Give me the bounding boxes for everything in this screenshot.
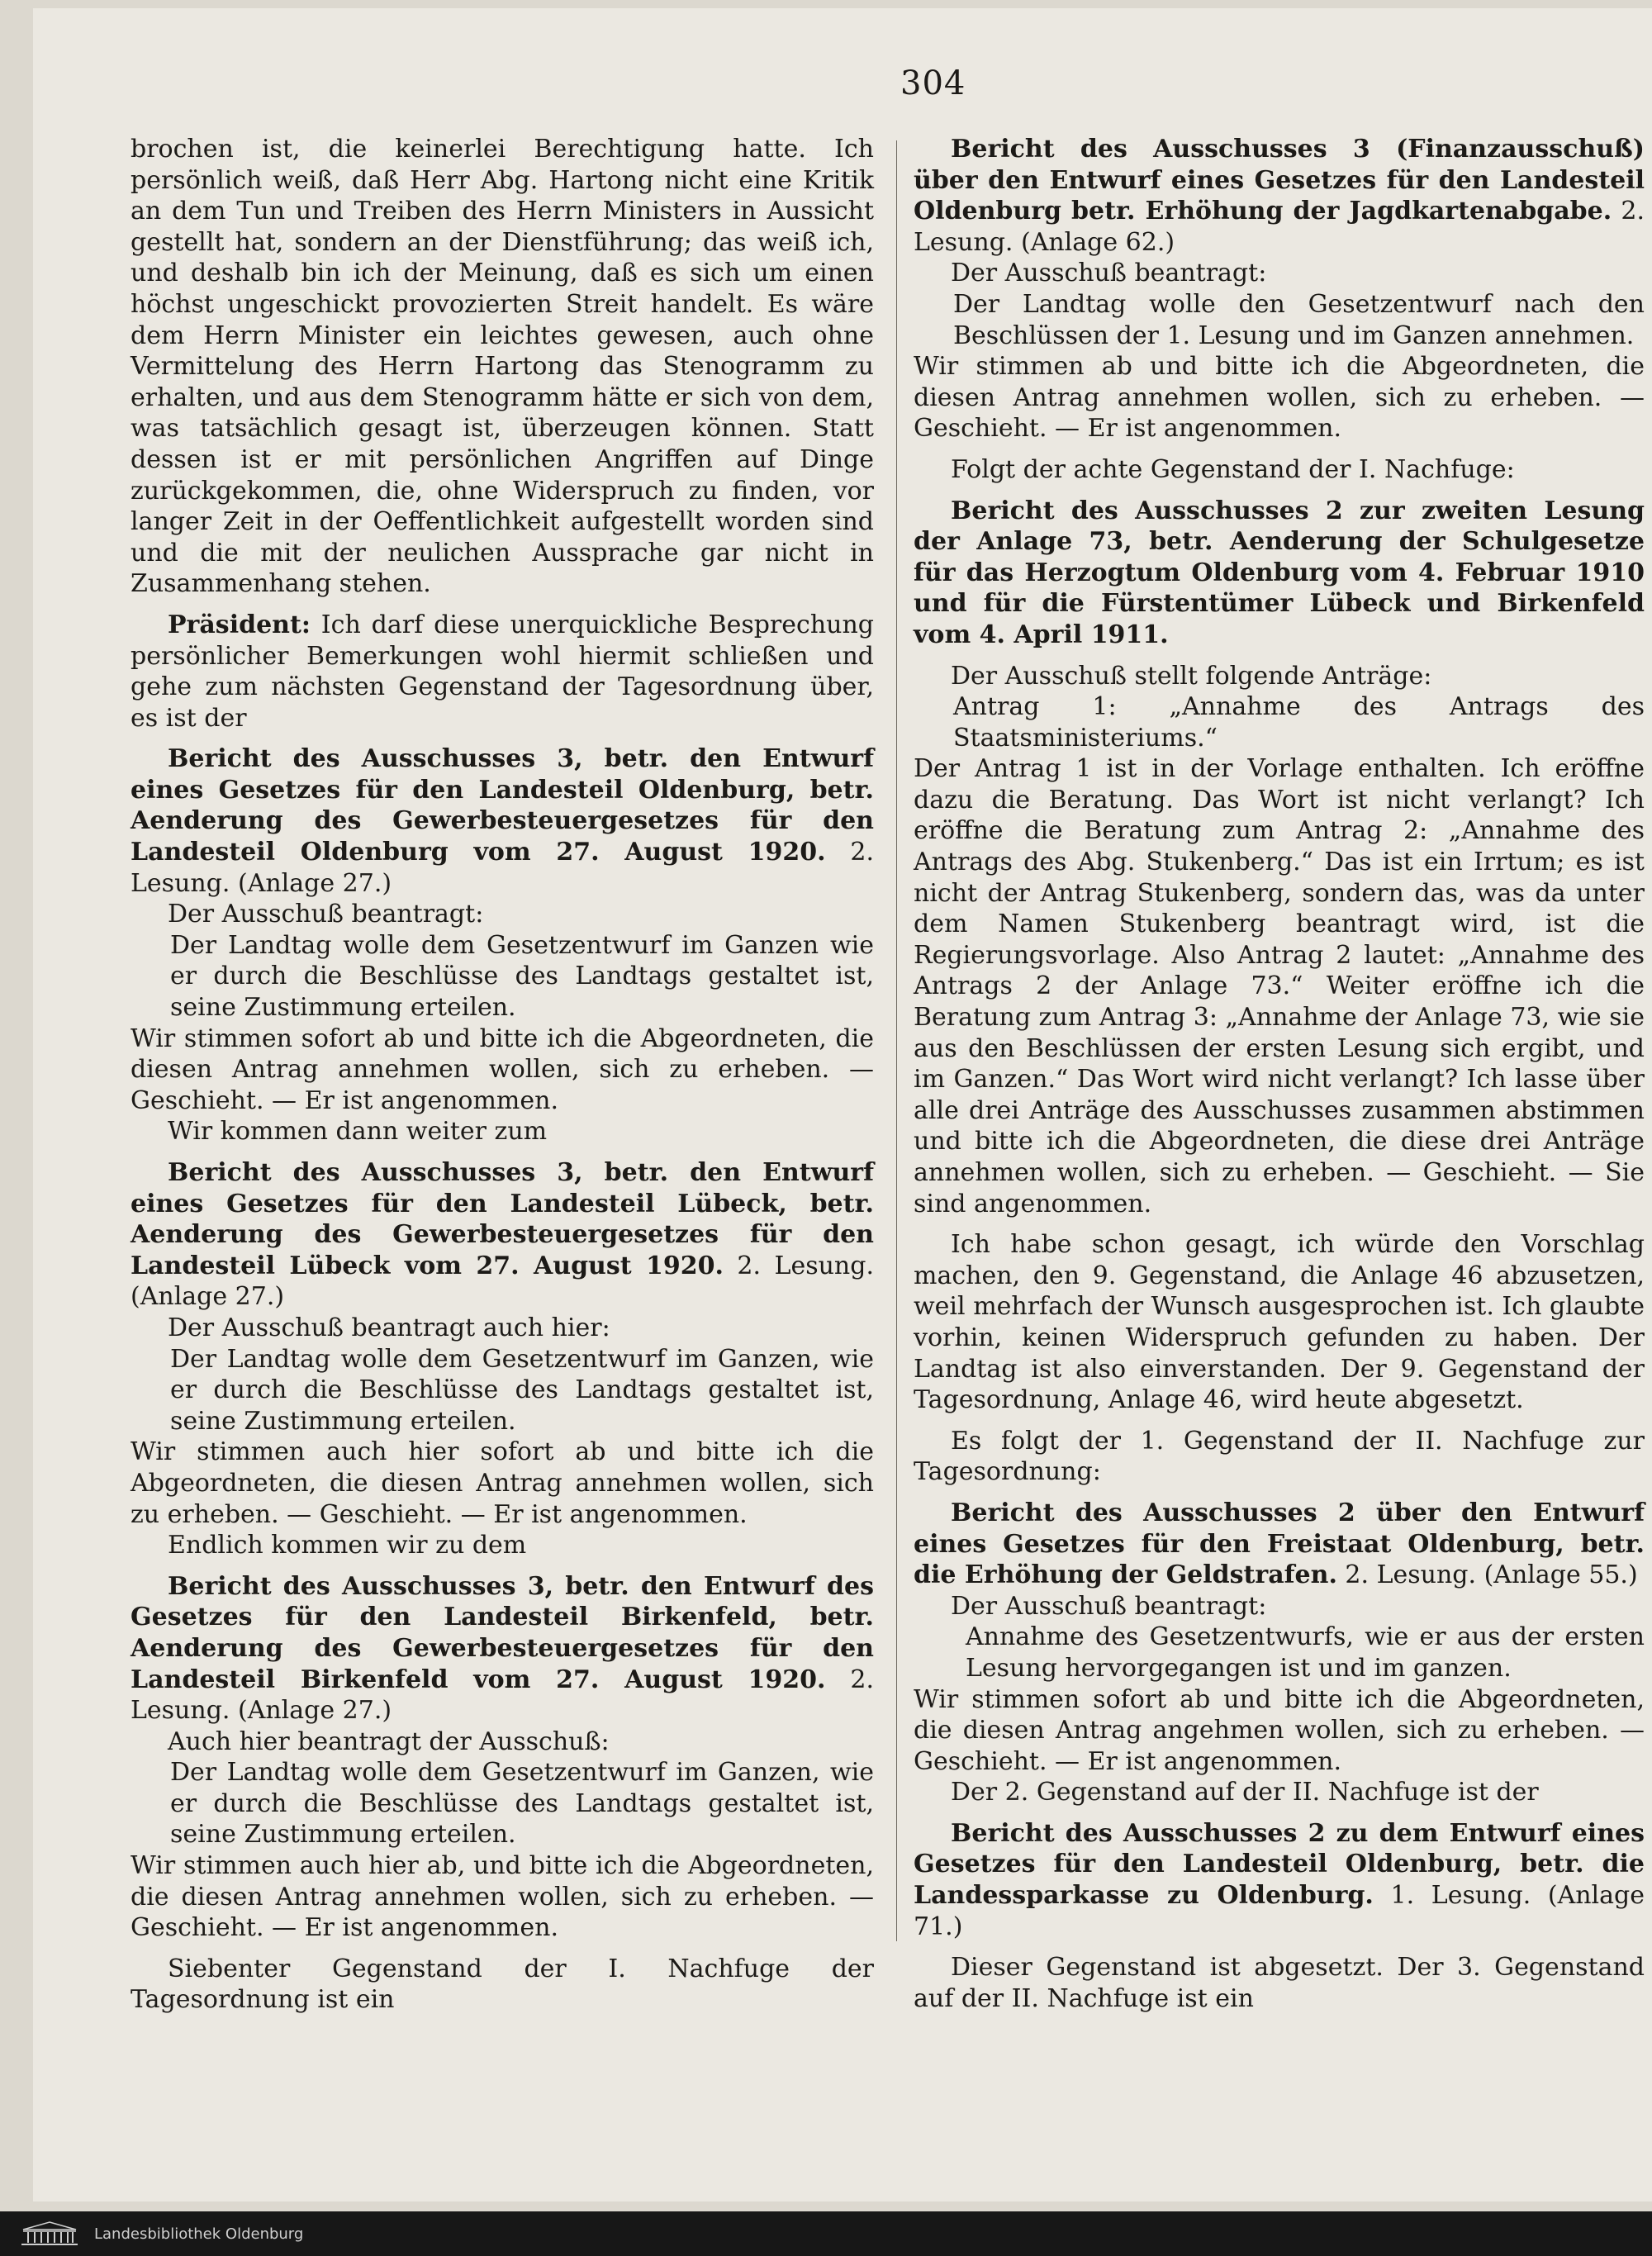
agenda-reading: 1. Lesung. (Anlage 71.) [914, 1881, 1645, 1941]
paragraph: Wir stimmen sofort ab und bitte ich die Abgeordneten, die diesen Antrag annehmen wollen, sich zu erheben. — Geschieht. — Er ist angenommen. [131, 1024, 874, 1115]
paragraph: Siebenter Gegenstand der I. Nachfuge der Tagesordnung ist ein [131, 1954, 874, 2015]
agenda-title: Bericht des Ausschusses 2 zu dem Entwurf eines Gesetzes für den Landesteil Oldenburg, betr. die Landessparkasse zu Oldenburg. [914, 1818, 1645, 1911]
motion-text: Der Landtag wolle dem Gesetzentwurf im Ganzen, wie er durch die Beschlüsse des Landtags gestaltet ist, seine Zustimmung erteilen. [170, 1344, 874, 1436]
page-number: 304 [900, 64, 966, 102]
paragraph: Der Ausschuß beantragt auch hier: [168, 1313, 610, 1342]
left-column [131, 134, 874, 2016]
paragraph: Es folgt der 1. Gegenstand der II. Nachfuge zur Tagesordnung: [914, 1426, 1645, 1487]
agenda-item [914, 1818, 1645, 1942]
paragraph: Der 2. Gegenstand auf der II. Nachfuge ist der [951, 1778, 1539, 1807]
paragraph: Auch hier beantragt der Ausschuß: [168, 1726, 610, 1756]
agenda-item [914, 1498, 1645, 1591]
right-column [914, 134, 1645, 2014]
agenda-title: Bericht des Ausschusses 3, betr. den Entwurf eines Gesetzes für den Landesteil Oldenburg, betr. Aenderung des Gewerbesteuergesetzes für den Landesteil Oldenburg vom 27. August 1920. [131, 744, 874, 867]
motion-text: Antrag 1: „Annahme des Antrags des Staatsministeriums.“ [953, 692, 1645, 753]
footer-bar [0, 2211, 1652, 2256]
document-page [33, 8, 1652, 2201]
agenda-item [914, 496, 1645, 651]
agenda-item [131, 1571, 874, 1726]
agenda-title: Bericht des Ausschusses 3, betr. den Entwurf eines Gesetzes für den Landesteil Lübeck, betr. Aenderung des Gewerbesteuergesetzes für den Landesteil Lübeck vom 27. August 1920. [131, 1158, 874, 1280]
paragraph [131, 610, 874, 734]
paragraph: Wir stimmen ab und bitte ich die Abgeordneten, die diesen Antrag annehmen wollen, sich zu erheben. — Geschieht. — Er ist angenommen. [914, 352, 1645, 444]
agenda-reading: 2. Lesung. (Anlage 62.) [914, 197, 1645, 257]
paragraph: brochen ist, die keinerlei Berechtigung hatte. Ich persönlich weiß, daß Herr Abg. Hartong nicht eine Kritik an dem Tun und Treiben des Herrn Ministers in Aussicht gestellt hat, sondern an der Dienstführung; das weiß ich, und deshalb bin ich der Meinung, daß es sich um einen höchst ungeschickt provozierten Streit handelt. Es wäre dem Herrn Minister ein leichtes gewesen, auch ohne Vermittelung des Herrn Hartong das Stenogramm zu erhalten, und aus dem Stenogramm hätte er sich von dem, was tatsächlich gesagt ist, überzeugen können. Statt dessen ist er mit persönlichen Angriffen auf Dinge zurückgekommen, die, ohne Widerspruch zu finden, vor langer Zeit in der Oeffentlichkeit aufgestellt worden sind und die mit der neulichen Aussprache gar nicht in Zusammenhang stehen. [131, 135, 874, 599]
agenda-item [914, 134, 1645, 258]
motion-text: Der Landtag wolle den Gesetzentwurf nach den Beschlüssen der 1. Lesung und im Ganzen annehmen. [953, 289, 1645, 350]
paragraph: Ich habe schon gesagt, ich würde den Vorschlag machen, den 9. Gegenstand, die Anlage 46 abzusetzen, weil mehrfach der Wunsch ausgesprochen ist. Ich glaubte vorhin, keinen Widerspruch gefunden zu haben. Der Landtag ist also einverstanden. Der 9. Gegenstand der Tagesordnung, Anlage 46, wird heute abgesetzt. [914, 1230, 1645, 1415]
paragraph: Der Ausschuß beantragt: [168, 900, 484, 929]
agenda-title: Bericht des Ausschusses 2 zur zweiten Lesung der Anlage 73, betr. Aenderung der Schulgesetze für das Herzogtum Oldenburg vom 4. Februar 1910 und für die Fürstentümer Lübeck und Birkenfeld vom 4. April 1911. [914, 496, 1645, 649]
agenda-title: Bericht des Ausschusses 2 über den Entwurf eines Gesetzes für den Freistaat Oldenburg, betr. die Erhöhung der Geldstrafen. [914, 1498, 1645, 1590]
paragraph: Der Antrag 1 ist in der Vorlage enthalten. Ich eröffne dazu die Beratung. Das Wort ist nicht verlangt? Ich eröffne die Beratung zum Antrag 2: „Annahme des Antrags des Abg. Stukenberg.“ Das ist ein Irrtum; es ist nicht der Antrag Stukenberg, sondern das, was da unter dem Namen Stukenberg beantragt wird, ist die Regierungsvorlage. Also Antrag 2 lautet: „Annahme des Antrags 2 der Anlage 73.“ Weiter eröffne ich die Beratung zum Antrag 3: „Annahme der Anlage 73, wie sie aus den Beschlüssen der ersten Lesung sich ergibt, und im Ganzen.“ Das Wort wird nicht verlangt? Ich lasse über alle drei Anträge des Ausschusses zusammen abstimmen und bitte ich die Abgeordneten, die diese drei Anträge annehmen wollen, sich zu erheben. — Geschieht. — Sie sind angenommen. [914, 754, 1645, 1218]
agenda-item [131, 1157, 874, 1313]
library-name: Landesbibliothek Oldenburg [94, 2225, 304, 2243]
paragraph: Endlich kommen wir zu dem [168, 1531, 527, 1560]
paragraph: Der Ausschuß beantragt: [951, 1591, 1267, 1621]
agenda-reading: 2. Lesung. (Anlage 27.) [131, 1665, 874, 1726]
library-building-icon [20, 2221, 79, 2246]
motion-text: Annahme des Gesetzentwurfs, wie er aus der ersten Lesung hervorgegangen ist und im ganzen. [966, 1622, 1645, 1683]
motion-text: Der Landtag wolle dem Gesetzentwurf im Ganzen, wie er durch die Beschlüsse des Landtags gestaltet ist, seine Zustimmung erteilen. [170, 1758, 874, 1850]
paragraph: Folgt der achte Gegenstand der I. Nachfuge: [951, 454, 1515, 484]
paragraph: Der Ausschuß beantragt: [951, 259, 1267, 288]
speaker-label: Präsident: [168, 610, 311, 639]
agenda-title: Bericht des Ausschusses 3 (Finanzausschuß) über den Entwurf eines Gesetzes für den Landesteil Oldenburg betr. Erhöhung der Jagdkartenabgabe. [914, 135, 1645, 226]
paragraph: Dieser Gegenstand ist abgesetzt. Der 3. Gegenstand auf der II. Nachfuge ist ein [914, 1953, 1645, 2013]
paragraph: Wir stimmen auch hier sofort ab und bitte ich die Abgeordneten, die diesen Antrag annehmen wollen, sich zu erheben. — Geschieht. — Er ist angenommen. [131, 1437, 874, 1529]
agenda-reading: 2. Lesung. (Anlage 27.) [131, 838, 874, 898]
paragraph: Wir stimmen auch hier ab, und bitte ich die Abgeordneten, die diesen Antrag annehmen wollen, sich zu erheben. — Geschieht. — Er ist angenommen. [131, 1851, 874, 1943]
motion-text: Der Landtag wolle dem Gesetzentwurf im Ganzen wie er durch die Beschlüsse des Landtags gestaltet ist, seine Zustimmung erteilen. [170, 930, 874, 1023]
agenda-title: Bericht des Ausschusses 3, betr. den Entwurf des Gesetzes für den Landesteil Birkenfeld, betr. Aenderung des Gewerbesteuergesetzes für den Landesteil Birkenfeld vom 27. August 1920. [131, 1571, 874, 1694]
paragraph: Der Ausschuß stellt folgende Anträge: [951, 661, 1432, 691]
agenda-reading: 2. Lesung. (Anlage 55.) [1336, 1560, 1638, 1590]
paragraph: Wir stimmen sofort ab und bitte ich die Abgeordneten, die diesen Antrag angehmen wollen, sich zu erheben. — Geschieht. — Er ist angenommen. [914, 1684, 1645, 1776]
agenda-item [131, 743, 874, 899]
agenda-reading: 2. Lesung. (Anlage 27.) [131, 1251, 874, 1312]
speech-text: Ich darf diese unerquickliche Besprechung persönlicher Bemerkungen wohl hiermit schließen und gehe zum nächsten Gegenstand der Tagesordnung über, es ist der [131, 610, 874, 733]
paragraph: Wir kommen dann weiter zum [168, 1117, 548, 1147]
column-divider [896, 140, 897, 1941]
